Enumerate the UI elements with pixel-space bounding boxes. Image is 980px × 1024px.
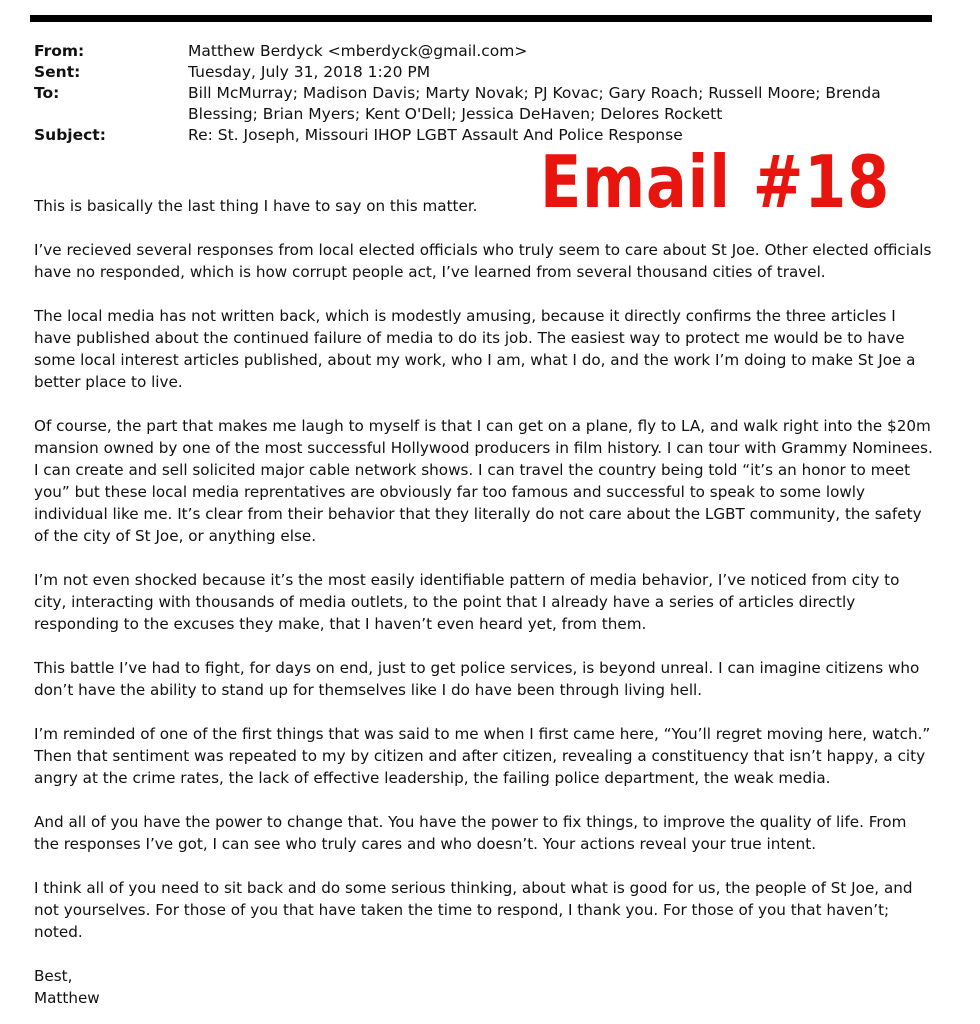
body-paragraph: I’m reminded of one of the first things that was said to me when I first came here, “You’ll regret moving here, watch.” Then that sentiment was repeated to my by citizen and after citizen, revealing a constituency that isn’t happy, a city angry at the crime rates, the lack of effective leadership, the failing police department, the weak media. xyxy=(34,725,931,787)
from-row xyxy=(34,41,934,62)
email-number-stamp: Email #18 xyxy=(540,140,891,224)
to-label: To: xyxy=(34,84,60,102)
sent-value: Tuesday, July 31, 2018 1:20 PM xyxy=(188,63,431,81)
top-divider xyxy=(30,15,932,22)
body-paragraph: The local media has not written back, which is modestly amusing, because it directly confirms the three articles I have published about the continued failure of media to do its job. The easiest way to protect me would be to have some local interest articles published, about my work, who I am, what I do, and the work I’m doing to make St Joe a better place to live. xyxy=(34,307,916,391)
signature-name: Matthew xyxy=(34,989,100,1007)
body-paragraph: Of course, the part that makes me laugh to myself is that I can get on a plane, fly to LA, and walk right into the $20m mansion owned by one of the most successful Hollywood producers in film history. I can tour with Grammy Nominees. I can create and sell solicited major cable network shows. I can travel the country being told “it’s an honor to meet you” but these local media reprentatives are obviously far too famous and successful to speak to some lowly individual like me. It’s clear from their behavior that they literally do not care about the LGBT community, the safety of the city of St Joe, or anything else. xyxy=(34,417,933,545)
signature-block xyxy=(34,965,934,1009)
email-header xyxy=(34,41,934,146)
body-paragraph: I think all of you need to sit back and do some serious thinking, about what is good for us, the people of St Joe, and not yourselves. For those of you that have taken the time to respond, I thank you. For those of you that haven’t; noted. xyxy=(34,879,913,941)
subject-value: Re: St. Joseph, Missouri IHOP LGBT Assault And Police Response xyxy=(188,126,683,144)
body-paragraph: I’ve recieved several responses from local elected officials who truly seem to care about St Joe. Other elected officials have no responded, which is how corrupt people act, I’ve learned from several thousand cities of travel. xyxy=(34,241,932,281)
email-body xyxy=(34,195,934,1009)
closing: Best, xyxy=(34,967,73,985)
from-label: From: xyxy=(34,42,85,60)
from-value: Matthew Berdyck <mberdyck@gmail.com> xyxy=(188,42,528,60)
body-paragraph: I’m not even shocked because it’s the most easily identifiable pattern of media behavior, I’ve noticed from city to city, interacting with thousands of media outlets, to the point that I already have a series of articles directly responding to the excuses they make, that I haven’t even heard yet, from them. xyxy=(34,571,900,633)
sent-row xyxy=(34,62,934,83)
subject-label: Subject: xyxy=(34,126,106,144)
body-paragraph: This is basically the last thing I have to say on this matter. xyxy=(34,197,478,215)
sent-label: Sent: xyxy=(34,63,81,81)
body-paragraph: And all of you have the power to change that. You have the power to fix things, to improve the quality of life. From the responses I’ve got, I can see who truly cares and who doesn’t. Your actions reveal your true intent. xyxy=(34,813,907,853)
to-value: Bill McMurray; Madison Davis; Marty Novak; PJ Kovac; Gary Roach; Russell Moore; Brenda Blessing; Brian Myers; Kent O'Dell; Jessica DeHaven; Delores Rockett xyxy=(188,84,881,123)
body-paragraph: This battle I’ve had to fight, for days on end, just to get police services, is beyond unreal. I can imagine citizens who don’t have the ability to stand up for themselves like I do have been through living hell. xyxy=(34,659,920,699)
to-row xyxy=(34,83,934,125)
